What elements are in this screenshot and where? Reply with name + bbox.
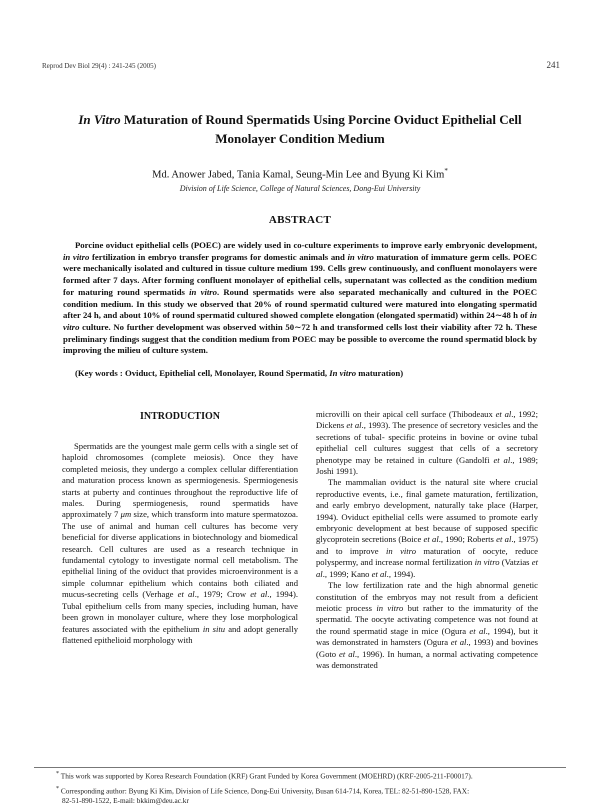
title-line1: Maturation of Round Spermatids Using Porcine Oviduct Epithelial Cell xyxy=(120,112,522,127)
keywords-italic: In vitro xyxy=(329,368,357,378)
text-run: et al xyxy=(316,557,538,579)
abstract-text: Porcine oviduct epithelial cells (POEC) are widely used in co-culture experiments to improve early embryonic development, xyxy=(75,240,537,250)
abstract-text: culture. No further development was observed within 50∼72 h and transformed cells lost their viability after 72 h. These preliminary findings suggest that the condition medium from POEC may be possible to overcome the round spermatid block by improving the milieu of culture system. xyxy=(63,321,537,356)
author-list xyxy=(40,167,560,181)
text-run: ., 1989; Joshi 1991). xyxy=(316,454,538,477)
journal-citation: Reprod Dev Biol 29(4) : 241-245 (2005) xyxy=(42,62,156,70)
footnote-text: This work was supported by Korea Research Foundation (KRF) Grant Funded by Korea Government (MOEHRD) (KRF-2005-211-F00017). xyxy=(60,771,473,781)
text-run: ., 1993). The presence of secretory vesicles and the secretions of tubal- specific proteins in bovine or ovine tubal epithelial cell cultures suggest that cells of a secretory phenotype may be retained in culture (Gandolfi xyxy=(316,420,538,465)
abstract-body xyxy=(63,240,537,357)
keywords-text: maturation) xyxy=(356,368,404,378)
text-run: and adopt generally flattened epithelioid morphology with xyxy=(62,623,299,645)
affiliation: Division of Life Science, College of Natural Sciences, Dong-Eui University xyxy=(179,184,421,193)
footnote-funding xyxy=(56,769,560,781)
keywords-text: (Key words : Oviduct, Epithelial cell, Monolayer, Round Spermatid, xyxy=(75,368,330,378)
text-run: ., 1994), but it was demonstrated in hamsters (Ogura xyxy=(316,625,539,648)
abstract-heading: ABSTRACT xyxy=(268,214,332,226)
abstract-text: fertilization in embryo transfer programs for domestic animals and xyxy=(89,251,348,262)
text-run: The low fertilization rate and the high abnormal genetic constitution of the embryos may not result from a deficient meiotic process xyxy=(316,580,538,613)
text-run: in vitro xyxy=(474,557,500,568)
footnote-divider xyxy=(34,767,566,768)
footnote-text: Corresponding author: Byung Ki Kim, Division of Life Science, Dong-Eui University, Busan 614-714, Korea, TEL: 82-51-890-1528, FAX: xyxy=(60,786,470,796)
abstract-text: . Round spermatids were also separated mechanically and cultured in the POEC condition medium. In this study we observed that 20% of round spermatid cultured were matured into elongating spermatid after 24 h, and about 10% of round spermatid cultured showed complete elongation (elongated spermatid) within 24∼48 h of xyxy=(63,286,537,321)
text-run: microvilli on their apical cell surface (Thibodeaux xyxy=(316,409,496,419)
text-run: ., 1999; Kano xyxy=(322,568,372,579)
section-heading-introduction: INTRODUCTION xyxy=(139,411,220,422)
page-number: 241 xyxy=(546,60,560,70)
paragraph xyxy=(316,409,538,477)
text-run: ., 1994). xyxy=(386,568,416,579)
text-run: et al xyxy=(450,637,467,648)
abstract-italic: in vitro xyxy=(347,251,374,262)
text-run: et al xyxy=(346,420,362,431)
title-italic: In Vitro xyxy=(78,112,121,127)
text-run: Spermatids are the youngest male germ cells with a single set of haploid chromosomes (complete meiosis). Once they have completed meiosis, they undergo a complex cellular differentiation and maturation process known as spermiogenesis. Spermiogenesis starts at puberty and continues throughout the reproductive life of males. During spermiogenesis, round spermatids have approximately 7 xyxy=(62,441,298,520)
text-run: in vitro xyxy=(385,545,416,556)
footnote-text: 82-51-890-1522, E-mail: bkkim@deu.ac.kr xyxy=(62,796,189,806)
footnote-mark: * xyxy=(56,786,60,792)
abstract-text: maturation of immature germ cells. POEC were mechanically isolated and cultured in tissue culture medium 199. Cells grew continuously, and confluent monolayers were formed after 7 days. After forming confluent monolayer of epithelial cells, supernatant was collected as the condition medium for maturing round spermatids xyxy=(63,251,537,297)
text-run: et al xyxy=(495,409,512,419)
text-run: et al xyxy=(469,625,486,636)
paragraph xyxy=(316,477,538,580)
right-column xyxy=(316,409,538,671)
text-run: et al xyxy=(496,534,512,545)
text-run: ., 1994). Tubal epithelium cells from many species, including human, have been grown in monolayer culture, where they lose morphological features associated with the epithelium xyxy=(62,589,298,634)
abstract-italic: in vitro xyxy=(189,286,217,297)
title-line2: Monolayer Condition Medium xyxy=(215,131,385,146)
text-run: ., 1993) and bovines (Goto xyxy=(316,637,539,659)
text-run: in situ xyxy=(202,623,226,634)
paragraph xyxy=(62,441,298,646)
text-run: size, which transform into mature spermatozoa. The use of animal and human cell cultures has become very beneficial for diverse applications in biotechnology and biomedical research. Cell cultures are used as a research technique in fundamental cytology to investigate normal cell metabolism. The epithelial lining of the oviduct that provides microenvironment is a simple columnar epithelium which contains both ciliated and mucus-secreting cells (Verhage xyxy=(62,509,298,600)
abstract-italic: in vitro xyxy=(63,251,90,262)
text-run: (Vatzias xyxy=(499,557,532,568)
text-run: ., 1979; Crow xyxy=(194,589,251,600)
footnote-mark: * xyxy=(56,771,60,777)
text-run: ., 1990; Roberts xyxy=(438,534,497,545)
text-run: maturation of oocyte, reduce polyspermy, and increase normal fertilization xyxy=(316,545,538,568)
corresponding-mark: * xyxy=(444,167,448,175)
text-run: et al xyxy=(493,454,511,465)
text-run: et al xyxy=(339,648,355,659)
text-run: et al xyxy=(423,534,439,545)
left-column xyxy=(62,441,298,646)
text-run: in vitro xyxy=(376,602,404,613)
article-title xyxy=(40,110,560,148)
footnote-corresponding xyxy=(56,784,560,806)
text-run: μm xyxy=(120,509,132,520)
text-run: et al xyxy=(177,589,195,600)
text-run: ., 1975) and to improve xyxy=(316,534,538,556)
text-run: ., 1996). In human, a normal activating competence was demonstrated xyxy=(316,648,538,670)
paragraph xyxy=(316,580,538,671)
abstract-italic: in vitro xyxy=(63,310,537,332)
keywords xyxy=(75,368,403,378)
text-run: et al xyxy=(371,568,387,579)
authors-text: Md. Anower Jabed, Tania Kamal, Seung-Min Lee and Byung Ki Kim xyxy=(152,169,445,181)
text-run: et al xyxy=(250,589,268,600)
text-run: but rather to the immaturity of the spermatid. The oocyte activating competence was not found at the round spermatid stage in mice (Ogura xyxy=(316,602,539,636)
text-run: ., 1992; Dickens xyxy=(316,409,538,431)
text-run: The mammalian oviduct is the natural site where crucial reproductive events, i.e., final gamete maturation, fertilization, and early embryo development, naturally take place (Harper, 1994). Oviduct epithelial cells were assumed to promote early embryonic development at best because of supposed specific glycoprotein secretions (Boice xyxy=(316,477,538,545)
